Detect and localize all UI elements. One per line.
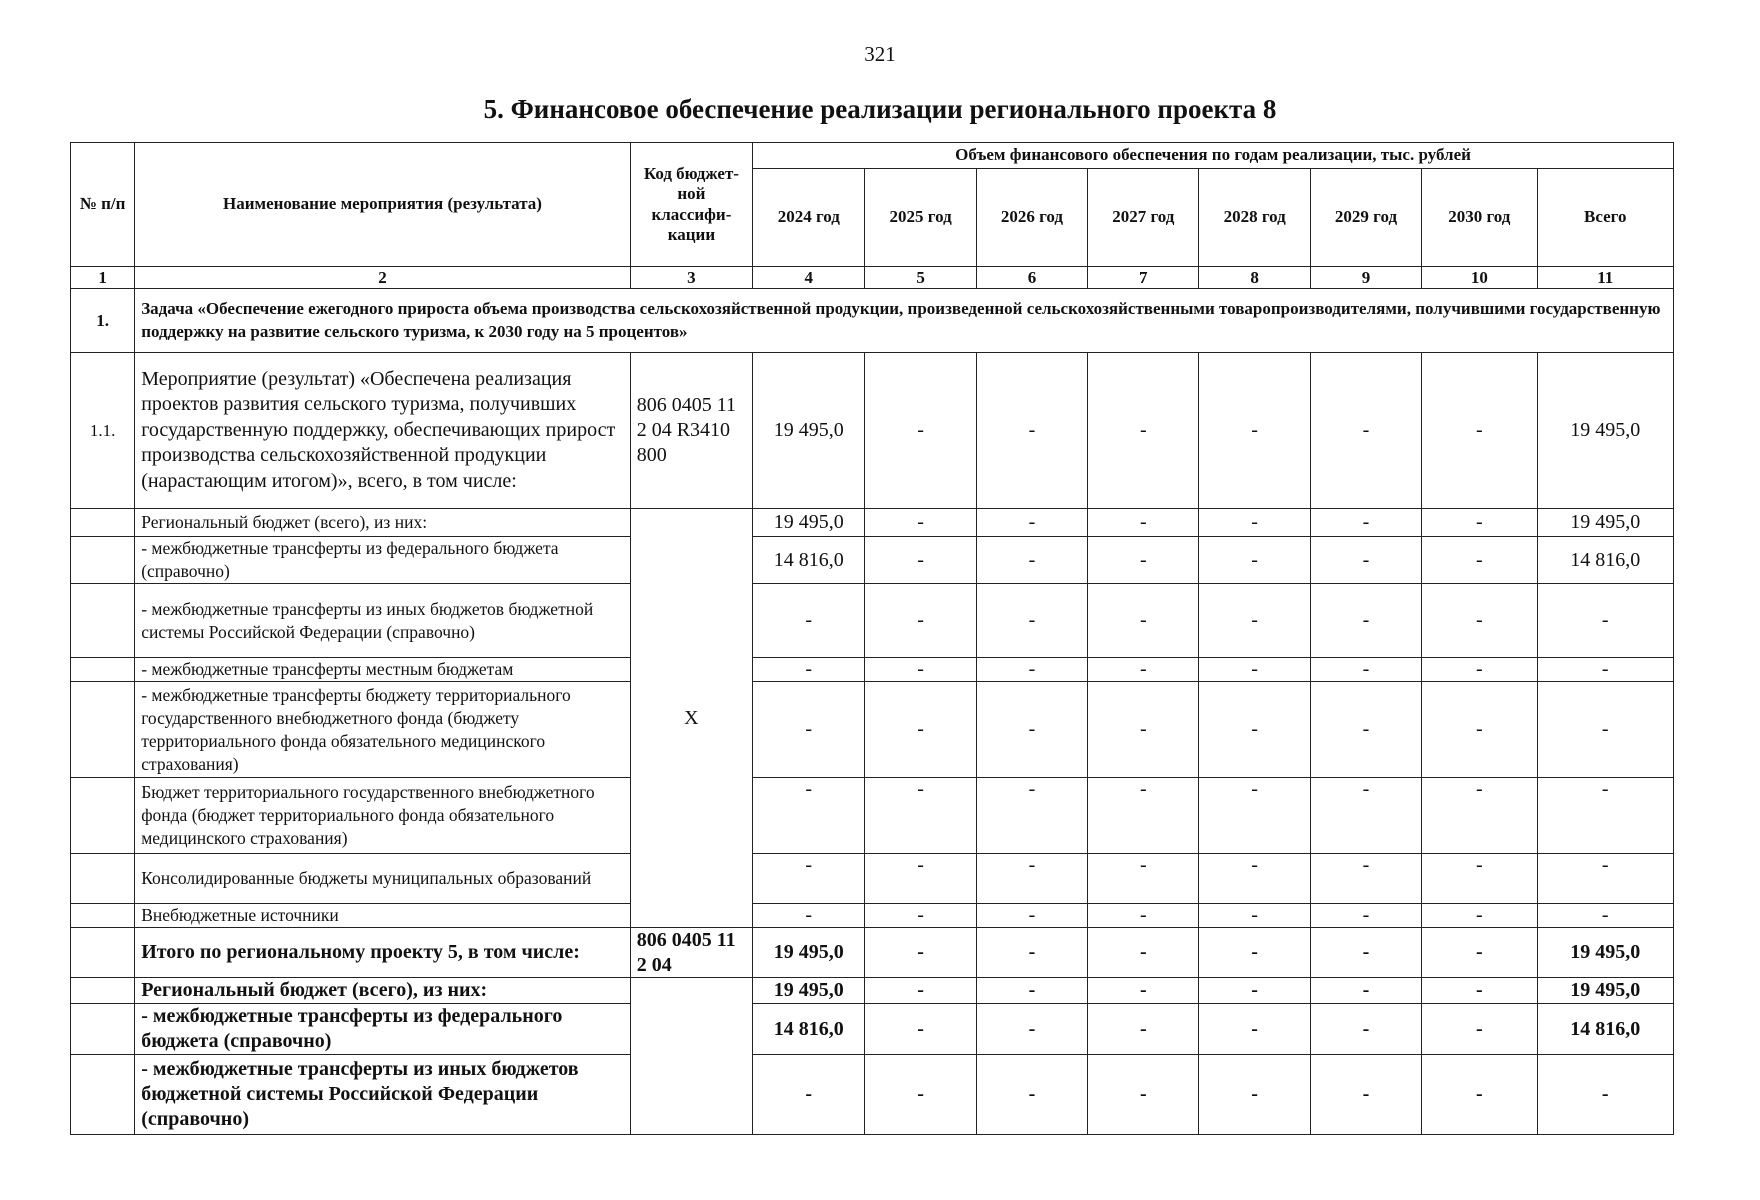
column-number: 8	[1199, 267, 1310, 289]
value-cell: -	[753, 904, 865, 928]
value-cell: -	[1310, 904, 1421, 928]
value-cell: -	[976, 682, 1087, 778]
value-cell: -	[1199, 1004, 1310, 1055]
value-cell: -	[976, 778, 1087, 854]
measure-subrow	[71, 904, 1674, 928]
column-number: 3	[630, 267, 752, 289]
value-cell: -	[1422, 854, 1537, 904]
subrow-name: Бюджет территориального государственного внебюджетного фонда (бюджет территориального фонда обязательного медицинского страхования)	[135, 778, 631, 854]
value-cell: -	[1537, 584, 1673, 658]
value-cell: -	[1422, 1004, 1537, 1055]
value-cell: 19 495,0	[753, 509, 865, 537]
value-cell: -	[1088, 682, 1199, 778]
header-volume: Объем финансового обеспечения по годам реализации, тыс. рублей	[753, 143, 1674, 169]
value-cell: -	[976, 928, 1087, 978]
column-number: 11	[1537, 267, 1673, 289]
measure-code: 806 0405 11 2 04 R3410 800	[630, 353, 752, 509]
value-cell: -	[1537, 904, 1673, 928]
value-cell: -	[1310, 1055, 1421, 1135]
header-name: Наименование мероприятия (результата)	[135, 143, 631, 267]
value-cell: 14 816,0	[1537, 537, 1673, 584]
value-cell: -	[1422, 928, 1537, 978]
value-cell: -	[753, 778, 865, 854]
measure-number: 1.1.	[71, 353, 135, 509]
value-cell: -	[1422, 778, 1537, 854]
value-cell: -	[1088, 537, 1199, 584]
value-cell: 19 495,0	[1537, 509, 1673, 537]
value-cell: -	[1537, 682, 1673, 778]
value-cell: -	[976, 658, 1087, 682]
total-subrow	[71, 978, 1674, 1004]
subrow-name: Региональный бюджет (всего), из них:	[135, 509, 631, 537]
value-cell: -	[865, 353, 976, 509]
measure-subrow	[71, 658, 1674, 682]
value-cell: 14 816,0	[753, 537, 865, 584]
empty-cell	[71, 1004, 135, 1055]
subrow-name: - межбюджетные трансферты из федерального бюджета (справочно)	[135, 537, 631, 584]
measure-subrow	[71, 682, 1674, 778]
subrow-name: - межбюджетные трансферты местным бюджетам	[135, 658, 631, 682]
value-cell: -	[1199, 584, 1310, 658]
empty-cell	[71, 978, 135, 1004]
value-cell: -	[976, 1055, 1087, 1135]
measure-subrow	[71, 584, 1674, 658]
empty-cell	[71, 658, 135, 682]
total-name: Итого по региональному проекту 5, в том числе:	[135, 928, 631, 978]
value-cell: -	[1088, 904, 1199, 928]
value-cell: -	[1310, 928, 1421, 978]
value-cell: -	[1310, 682, 1421, 778]
value-cell: -	[976, 1004, 1087, 1055]
value-cell: -	[1310, 509, 1421, 537]
header-year: 2025 год	[865, 169, 976, 267]
value-cell: 19 495,0	[753, 928, 865, 978]
value-cell: -	[976, 353, 1087, 509]
value-cell: -	[1199, 978, 1310, 1004]
value-cell: -	[865, 854, 976, 904]
column-number: 9	[1310, 267, 1421, 289]
value-cell: -	[1088, 1055, 1199, 1135]
empty-cell	[71, 904, 135, 928]
value-cell: -	[865, 778, 976, 854]
measure-subrow	[71, 778, 1674, 854]
value-cell: -	[1310, 537, 1421, 584]
empty-cell	[71, 584, 135, 658]
measure-subrow	[71, 854, 1674, 904]
page-number: 321	[864, 42, 896, 66]
value-cell: -	[1422, 509, 1537, 537]
header-year: 2029 год	[1310, 169, 1421, 267]
task-number: 1.	[71, 289, 135, 353]
subrow-code: Х	[630, 509, 752, 928]
total-subrow	[71, 1004, 1674, 1055]
value-cell: -	[1088, 509, 1199, 537]
value-cell: -	[1199, 682, 1310, 778]
value-cell: -	[1088, 353, 1199, 509]
value-cell: -	[1199, 854, 1310, 904]
value-cell: -	[1199, 509, 1310, 537]
value-cell: -	[1422, 658, 1537, 682]
total-subrow-name: - межбюджетные трансферты из федерального бюджета (справочно)	[135, 1004, 631, 1055]
value-cell: -	[1422, 904, 1537, 928]
value-cell: -	[1537, 658, 1673, 682]
total-subrow-name: Региональный бюджет (всего), из них:	[135, 978, 631, 1004]
value-cell: -	[865, 509, 976, 537]
value-cell: -	[865, 584, 976, 658]
value-cell: -	[1088, 928, 1199, 978]
header-year: 2028 год	[1199, 169, 1310, 267]
empty-cell	[71, 509, 135, 537]
measure-name: Мероприятие (результат) «Обеспечена реализация проектов развития сельского туризма, получивших государственную поддержку, обеспечивающих прирост производства сельскохозяйственной продукции (нарастающим итогом)», всего, в том числе:	[135, 353, 631, 509]
value-cell: -	[1422, 682, 1537, 778]
value-cell: -	[1537, 778, 1673, 854]
value-cell: -	[976, 978, 1087, 1004]
value-cell: 14 816,0	[1537, 1004, 1673, 1055]
column-number: 10	[1422, 267, 1537, 289]
task-row	[71, 289, 1674, 353]
value-cell: 19 495,0	[1537, 928, 1673, 978]
column-number: 4	[753, 267, 865, 289]
value-cell: -	[1310, 353, 1421, 509]
value-cell: 19 495,0	[753, 353, 865, 509]
value-cell: -	[1422, 353, 1537, 509]
value-cell: -	[753, 658, 865, 682]
subrow-name: - межбюджетные трансферты из иных бюджетов бюджетной системы Российской Федерации (справочно)	[135, 584, 631, 658]
task-text: Задача «Обеспечение ежегодного прироста объема производства сельскохозяйственной продукции, произведенной сельскохозяйственными товаропроизводителями, получившими государственную поддержку на развитие сельского туризма, к 2030 году на 5 процентов»	[135, 289, 1674, 353]
value-cell: -	[1199, 353, 1310, 509]
page-title: 5. Финансовое обеспечение реализации регионального проекта 8	[483, 94, 1277, 124]
header-year: 2027 год	[1088, 169, 1199, 267]
value-cell: 14 816,0	[753, 1004, 865, 1055]
value-cell: -	[865, 978, 976, 1004]
value-cell: -	[1310, 658, 1421, 682]
value-cell: -	[1422, 978, 1537, 1004]
value-cell: -	[753, 1055, 865, 1135]
value-cell: 19 495,0	[1537, 978, 1673, 1004]
empty-cell	[71, 928, 135, 978]
value-cell: -	[1537, 1055, 1673, 1135]
value-cell: -	[1199, 904, 1310, 928]
column-number: 5	[865, 267, 976, 289]
value-cell: -	[976, 854, 1087, 904]
value-cell: -	[1199, 1055, 1310, 1135]
table-header	[71, 143, 1674, 289]
value-cell: -	[865, 1055, 976, 1135]
value-cell: -	[865, 682, 976, 778]
value-cell: -	[865, 1004, 976, 1055]
value-cell: -	[1088, 778, 1199, 854]
value-cell: -	[1088, 658, 1199, 682]
value-cell: -	[1088, 584, 1199, 658]
value-cell: -	[976, 584, 1087, 658]
header-year: 2026 год	[976, 169, 1087, 267]
value-cell: -	[1537, 854, 1673, 904]
value-cell: -	[753, 682, 865, 778]
column-number: 7	[1088, 267, 1199, 289]
value-cell: -	[1310, 978, 1421, 1004]
total-subrow-name: - межбюджетные трансферты из иных бюджетов бюджетной системы Российской Федерации (справочно)	[135, 1055, 631, 1135]
column-number-row	[71, 267, 1674, 289]
total-row	[71, 928, 1674, 978]
column-number: 2	[135, 267, 631, 289]
value-cell: -	[976, 537, 1087, 584]
value-cell: -	[1422, 584, 1537, 658]
measure-row	[71, 353, 1674, 509]
empty-cell	[71, 682, 135, 778]
value-cell: -	[1199, 658, 1310, 682]
value-cell: -	[1422, 537, 1537, 584]
total-subrow	[71, 1055, 1674, 1135]
value-cell: -	[1310, 584, 1421, 658]
value-cell: -	[865, 928, 976, 978]
value-cell: -	[753, 584, 865, 658]
empty-cell	[71, 854, 135, 904]
subrow-name: Внебюджетные источники	[135, 904, 631, 928]
measure-subrow	[71, 509, 1674, 537]
column-number: 6	[976, 267, 1087, 289]
value-cell: -	[865, 537, 976, 584]
value-cell: -	[1422, 1055, 1537, 1135]
header-year: 2030 год	[1422, 169, 1537, 267]
value-cell: -	[1088, 1004, 1199, 1055]
total-code: 806 0405 11 2 04	[630, 928, 752, 978]
empty-cell	[71, 778, 135, 854]
header-year: 2024 год	[753, 169, 865, 267]
value-cell: -	[1088, 854, 1199, 904]
value-cell: -	[1310, 778, 1421, 854]
header-code: Код бюджет-ной классифи-кации	[630, 143, 752, 267]
value-cell: -	[976, 904, 1087, 928]
empty-cell	[71, 1055, 135, 1135]
value-cell: -	[865, 904, 976, 928]
value-cell: -	[865, 658, 976, 682]
value-cell: -	[1310, 854, 1421, 904]
column-number: 1	[71, 267, 135, 289]
subrow-name: - межбюджетные трансферты бюджету территориального государственного внебюджетного фонда (бюджету территориального фонда обязательного медицинского страхования)	[135, 682, 631, 778]
value-cell: 19 495,0	[1537, 353, 1673, 509]
subrow-name: Консолидированные бюджеты муниципальных образований	[135, 854, 631, 904]
empty-cell	[630, 978, 752, 1135]
value-cell: 19 495,0	[753, 978, 865, 1004]
measure-subrow	[71, 537, 1674, 584]
value-cell: -	[976, 509, 1087, 537]
value-cell: -	[1199, 537, 1310, 584]
value-cell: -	[1199, 778, 1310, 854]
header-total: Всего	[1537, 169, 1673, 267]
value-cell: -	[1310, 1004, 1421, 1055]
value-cell: -	[1088, 978, 1199, 1004]
empty-cell	[71, 537, 135, 584]
value-cell: -	[1199, 928, 1310, 978]
value-cell: -	[753, 854, 865, 904]
financing-table	[70, 142, 1674, 1135]
header-no: № п/п	[71, 143, 135, 267]
